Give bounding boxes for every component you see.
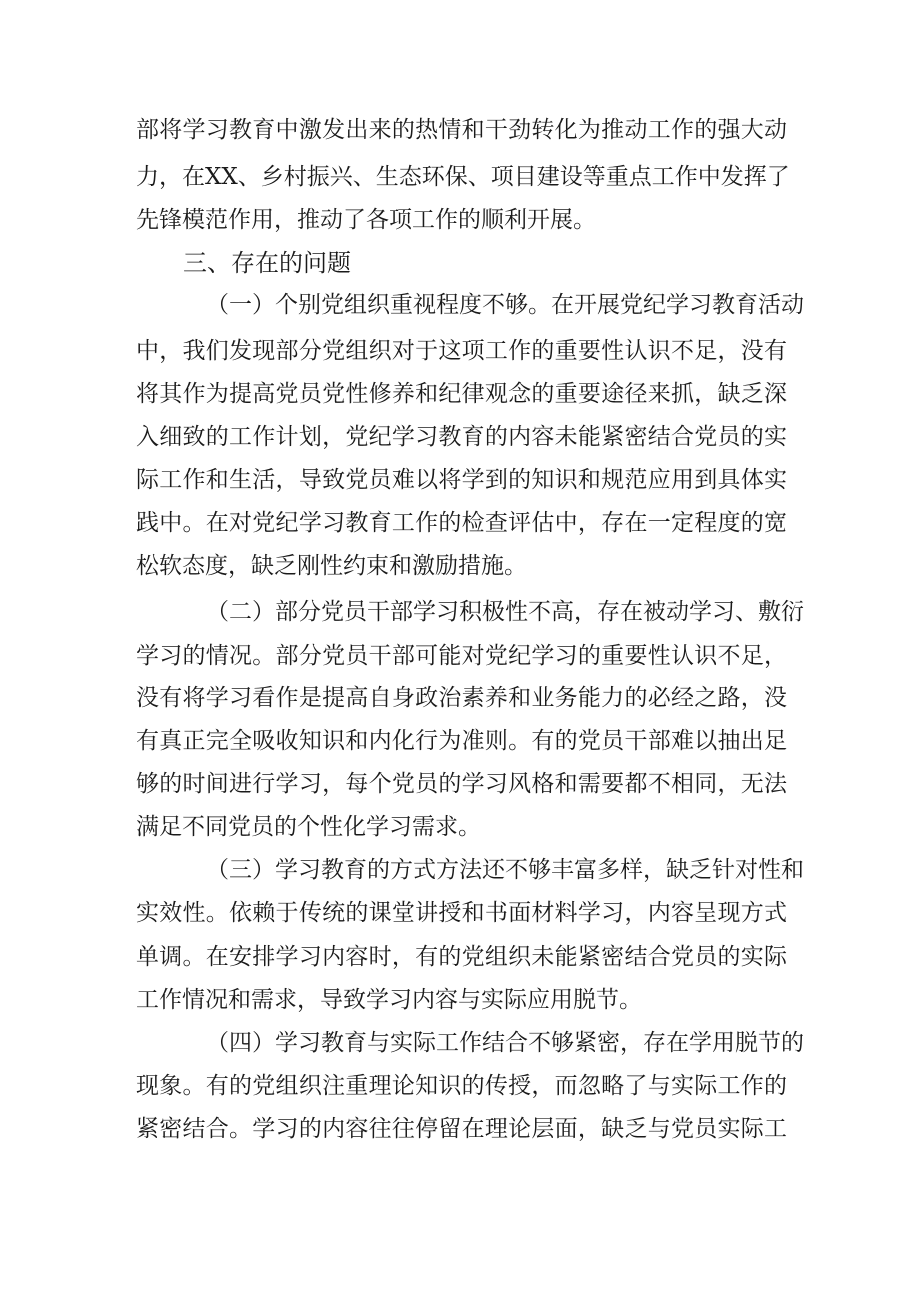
text-line: 部将学习教育中激发出来的热情和干劲转化为推动工作的强大动 [136, 117, 787, 143]
text-line: 紧密结合。学习的内容往往停留在理论层面，缺乏与党员实际工 [136, 1116, 787, 1142]
text-line: 够的时间进行学习，每个党员的学习风格和需要都不相同，无法 [136, 771, 787, 797]
text-line: 中，我们发现部分党组织对于这项工作的重要性认识不足，没有 [136, 338, 787, 364]
text-line: 有真正完全吸收知识和内化行为准则。有的党员干部难以抽出足 [136, 728, 787, 754]
text-line: 工作情况和需求，导致学习内容与实际应用脱节。 [136, 987, 642, 1013]
text-line: 没有将学习看作是提高自身政治素养和业务能力的必经之路，没 [136, 685, 787, 711]
text-line: （一）个别党组织重视程度不够。在开展党纪学习教育活动 [206, 292, 804, 318]
text-line: （四）学习教育与实际工作结合不够紧密，存在学用脱节的 [206, 1030, 804, 1056]
text-line: 际工作和生活，导致党员难以将学到的知识和规范应用到具体实 [136, 467, 787, 493]
section-heading: 三、存在的问题 [183, 249, 351, 277]
text-line: 先锋模范作用，推动了各项工作的顺利开展。 [136, 207, 596, 233]
text-line: 将其作为提高党员党性修养和纪律观念的重要途径来抓，缺乏深 [136, 381, 787, 407]
text-line: 学习的情况。部分党员干部可能对党纪学习的重要性认识不足， [136, 643, 787, 669]
text-line: （二）部分党员干部学习积极性不高，存在被动学习、敷衍 [206, 599, 804, 625]
text-line: 实效性。依赖于传统的课堂讲授和书面材料学习，内容呈现方式 [136, 900, 787, 926]
text-line: 满足不同党员的个性化学习需求。 [136, 814, 481, 840]
text-line: （三）学习教育的方式方法还不够丰富多样，缺乏针对性和 [206, 857, 804, 883]
text-line: 现象。有的党组织注重理论知识的传授，而忽略了与实际工作的 [136, 1073, 787, 1099]
text-line: 力，在XX、乡村振兴、生态环保、项目建设等重点工作中发挥了 [136, 164, 790, 190]
text-line: 单调。在安排学习内容时，有的党组织未能紧密结合党员的实际 [136, 944, 787, 970]
text-line: 松软态度，缺乏刚性约束和激励措施。 [136, 553, 527, 579]
text-line: 践中。在对党纪学习教育工作的检查评估中，存在一定程度的宽 [136, 510, 787, 536]
text-line: 入细致的工作计划，党纪学习教育的内容未能紧密结合党员的实 [136, 424, 787, 450]
